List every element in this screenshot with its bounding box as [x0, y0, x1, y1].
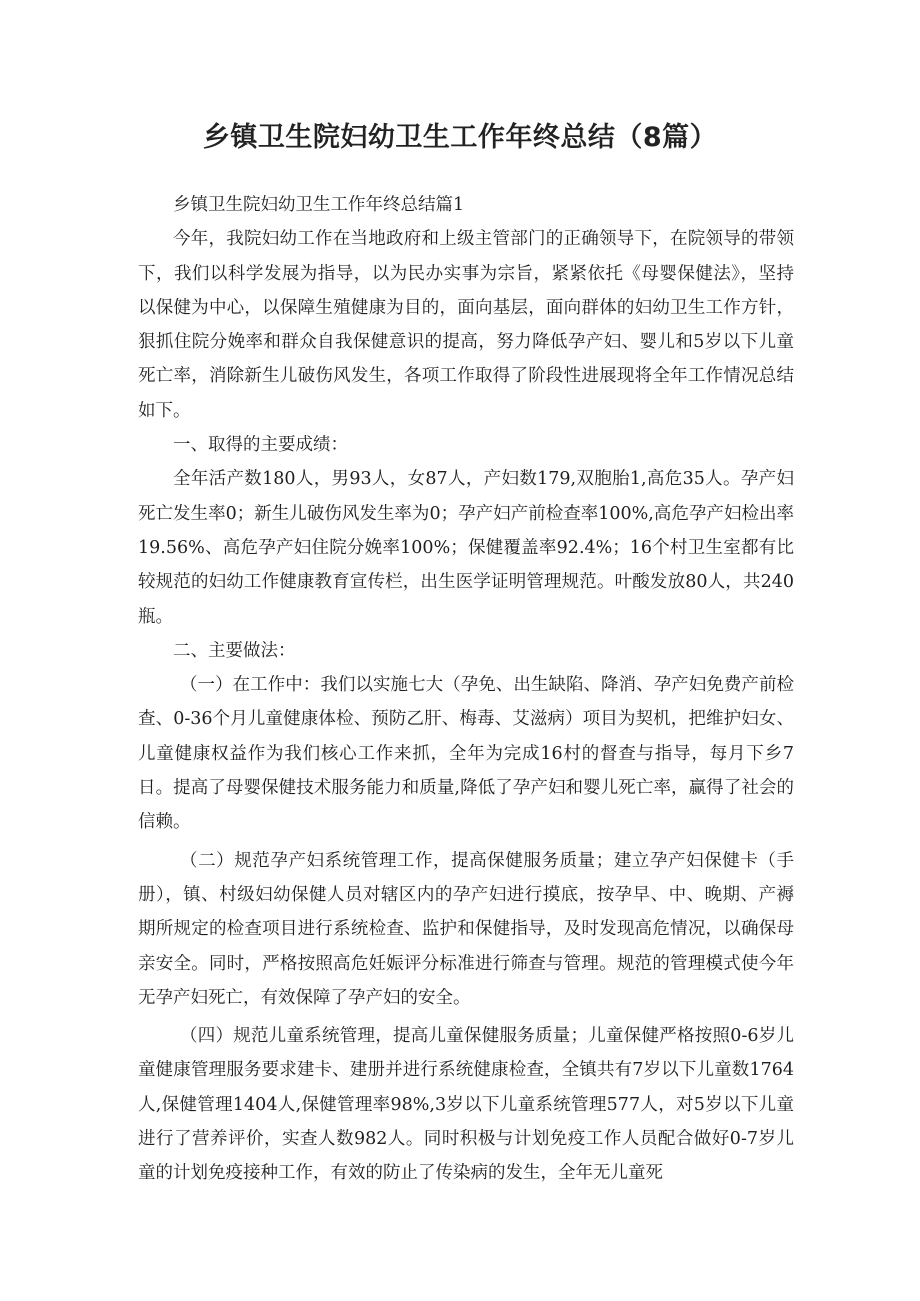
document-title: 乡镇卫生院妇幼卫生工作年终总结（8篇） [202, 122, 718, 153]
paragraph-method-2: （二）规范孕产妇系统管理工作，提高保健服务质量；建立孕产妇保健卡（手册），镇、村级妇幼保健人员对辖区内的孕产妇进行摸底，按孕早、中、晚期、产褥期所规定的检查项目进行系统检查、监护和保健指导，及时发现高危情况，以确保母亲安全。同时，严格按照高危妊娠评分标准进行筛查与管理。规范的管理模式使今年无孕产妇死亡，有效保障了孕产妇的安全。 [138, 850, 794, 1008]
document-body [138, 188, 794, 1191]
paragraph-achievements: 全年活产数180人，男93人，女87人，产妇数179,双胞胎1,高危35人。孕产妇死亡发生率0；新生儿破伤风发生率为0；孕产妇产前检查率100%,高危孕产妇检出率19.56%、高危孕产妇住院分娩率100%；保健覆盖率92.4%；16个村卫生室都有比较规范的妇幼工作健康教育宣传栏，出生医学证明管理规范。叶酸发放80人，共240瓶。 [138, 469, 794, 627]
paragraph-method-4: （四）规范儿童系统管理，提高儿童保健服务质量；儿童保健严格按照0-6岁儿童健康管理服务要求建卡、建册并进行系统健康检查，全镇共有7岁以下儿童数1764人,保健管理1404人,保健管理率98%,3岁以下儿童系统管理577人，对5岁以下儿童进行了营养评价，实查人数982人。同时积极与计划免疫工作人员配合做好0-7岁儿童的计划免疫接种工作，有效的防止了传染病的发生，全年无儿童死 [138, 1026, 794, 1184]
paragraph-intro: 今年，我院妇幼工作在当地政府和上级主管部门的正确领导下，在院领导的带领下，我们以科学发展为指导，以为民办实事为宗旨，紧紧依托《母婴保健法》，坚持以保健为中心，以保障生殖健康为目的，面向基层，面向群体的妇幼卫生工作方针，狠抓住院分娩率和群众自我保健意识的提高，努力降低孕产妇、婴儿和5岁以下儿童死亡率，消除新生儿破伤风发生，各项工作取得了阶段性进展现将全年工作情况总结如下。 [138, 229, 794, 421]
paragraph-heading-methods: 二、主要做法： [173, 640, 296, 661]
paragraph-method-1: （一）在工作中：我们以实施七大（孕免、出生缺陷、降消、孕产妇免费产前检查、0-36个月儿童健康体检、预防乙肝、梅毒、艾滋病）项目为契机，把维护妇女、儿童健康权益作为我们核心工作来抓，全年为完成16村的督查与指导，每月下乡7日。提高了母婴保健技术服务能力和质量,降低了孕产妇和婴儿死亡率，赢得了社会的信赖。 [138, 675, 794, 833]
paragraph-heading-achievements: 一、取得的主要成绩： [173, 435, 348, 456]
section-heading: 乡镇卫生院妇幼卫生工作年终总结篇1 [173, 195, 465, 215]
